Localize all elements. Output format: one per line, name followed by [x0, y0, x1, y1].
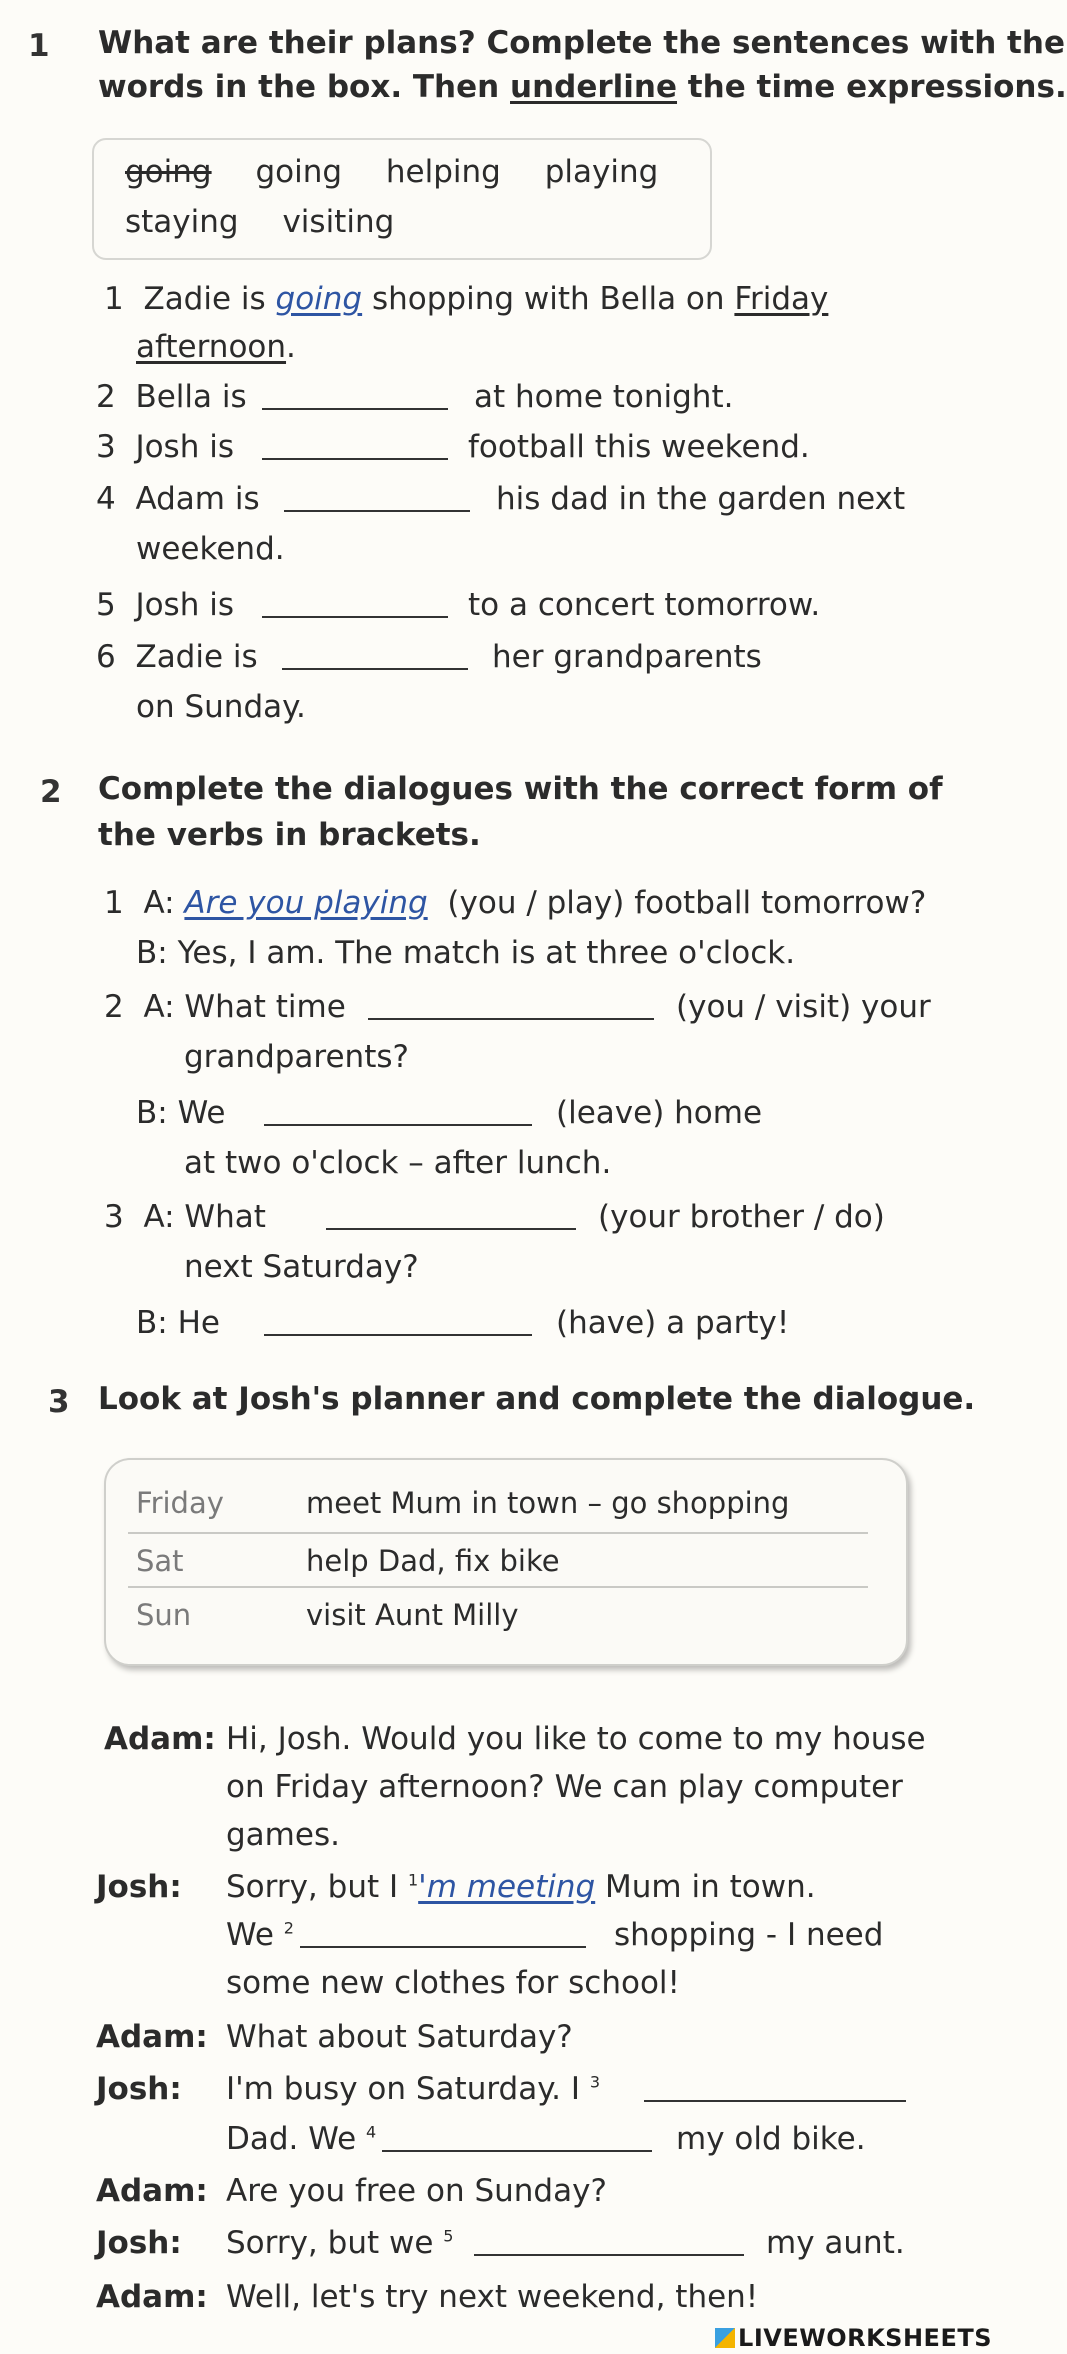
ex1-item-3	[96, 430, 234, 466]
item-number: 2	[104, 989, 124, 1025]
speaker-adam: Adam:	[104, 1721, 216, 1757]
exercise-3-number: 3	[48, 1384, 70, 1420]
item-text: Josh is	[135, 587, 234, 623]
ex1-item-4-cont: weekend.	[136, 531, 285, 567]
dialogue-text: He	[177, 1305, 220, 1341]
dialogue-line-rest: my aunt.	[766, 2225, 905, 2261]
instruction-underline-word: underline	[510, 69, 678, 105]
item-text: Josh is	[135, 429, 234, 465]
item-text: Bella is	[135, 379, 247, 415]
ex2-d1-a	[104, 886, 926, 922]
exercise-2-instruction-line2: the verbs in brackets.	[98, 817, 481, 853]
item-number: 3	[96, 429, 116, 465]
speaker-label: B:	[136, 1095, 168, 1131]
liveworksheets-logo	[715, 2324, 992, 2352]
exercise-3-instruction: Look at Josh's planner and complete the dialogue.	[98, 1381, 976, 1417]
dialogue-text: Yes, I am. The match is at three o'clock.	[177, 935, 796, 971]
dialogue-line: Well, let's try next weekend, then!	[226, 2279, 759, 2315]
planner-note: help Dad, fix bike	[306, 1544, 560, 1578]
speaker-josh: Josh:	[96, 1869, 182, 1905]
speaker-label: B:	[136, 1305, 168, 1341]
answer-blank[interactable]	[282, 640, 468, 670]
example-answer: 'm meeting	[418, 1869, 596, 1905]
ex2-d3-b	[136, 1306, 220, 1342]
gap-number: 5	[443, 2226, 454, 2246]
ex1-item-6-cont: on Sunday.	[136, 689, 306, 725]
item-number: 1	[104, 281, 124, 317]
speaker-label: A:	[143, 989, 175, 1025]
instruction-part: the time expressions.	[677, 69, 1067, 105]
speaker-adam: Adam:	[96, 2279, 208, 2315]
ex1-item-6-rest: her grandparents	[492, 639, 762, 675]
ex2-d2-b	[136, 1096, 226, 1132]
planner-day: Sun	[136, 1598, 192, 1632]
ex1-item-6	[96, 640, 258, 676]
time-expression: Friday	[734, 281, 829, 317]
answer-blank[interactable]	[382, 2122, 652, 2152]
word-box-item: going	[255, 154, 343, 190]
dialogue-line-rest: shopping - I need	[614, 1917, 884, 1953]
gap-number: 1	[407, 1870, 419, 1890]
ex1-item-4	[96, 482, 260, 518]
ex2-d1-b	[136, 936, 795, 972]
dialogue-line	[226, 1918, 294, 1954]
dialogue-line: on Friday afternoon? We can play computer	[226, 1769, 903, 1805]
dialogue-text: (you / play) football tomorrow?	[447, 885, 927, 921]
answer-blank[interactable]	[284, 482, 470, 512]
exercise-1-number: 1	[28, 28, 50, 64]
item-text: Adam is	[135, 481, 260, 517]
answer-blank[interactable]	[300, 1918, 586, 1948]
answer-blank[interactable]	[368, 990, 654, 1020]
word-box-item: helping	[385, 154, 501, 190]
item-text: shopping with Bella on	[362, 281, 735, 317]
planner-note: visit Aunt Milly	[306, 1598, 519, 1632]
dialogue-line: some new clothes for school!	[226, 1965, 680, 2001]
planner-divider	[128, 1532, 868, 1534]
answer-blank[interactable]	[262, 430, 448, 460]
dialogue-line-rest: my old bike.	[676, 2121, 866, 2157]
ex1-item-2-rest: at home tonight.	[474, 379, 734, 415]
ex1-item-1-cont	[136, 330, 296, 366]
speaker-label: A:	[143, 885, 175, 921]
dialogue-text: I'm busy on Saturday. I	[226, 2071, 590, 2107]
speaker-label: A:	[143, 1199, 175, 1235]
item-number: 2	[96, 379, 116, 415]
ex2-d3-a-cont: next Saturday?	[184, 1249, 419, 1285]
ex1-item-1	[104, 282, 828, 318]
ex1-item-4-rest: his dad in the garden next	[496, 481, 906, 517]
gap-number: 4	[366, 2122, 377, 2142]
planner-divider	[128, 1586, 868, 1588]
dialogue-line	[226, 2072, 600, 2108]
dialogue-text: We	[177, 1095, 226, 1131]
dialogue-line: What about Saturday?	[226, 2019, 573, 2055]
planner-note: meet Mum in town – go shopping	[306, 1486, 790, 1520]
exercise-1-instruction-line2	[98, 70, 1067, 106]
gap-number: 2	[283, 1918, 294, 1938]
ex1-item-5-rest: to a concert tomorrow.	[468, 587, 821, 623]
time-expression: afternoon	[136, 329, 287, 365]
example-answer: Are you playing	[184, 885, 428, 921]
word-box-row1	[125, 155, 658, 191]
word-box-item: going	[125, 154, 212, 190]
ex2-d2-b-rest: (leave) home	[556, 1095, 763, 1131]
exercise-2-number: 2	[40, 774, 62, 810]
speaker-adam: Adam:	[96, 2173, 208, 2209]
item-text: Zadie is	[143, 281, 276, 317]
answer-blank[interactable]	[262, 588, 448, 618]
word-box-row2	[125, 205, 394, 241]
answer-blank[interactable]	[326, 1200, 576, 1230]
ex2-d2-b-cont: at two o'clock – after lunch.	[184, 1145, 612, 1181]
answer-blank[interactable]	[262, 380, 448, 410]
dialogue-text: What time	[184, 989, 346, 1025]
item-text: .	[286, 329, 296, 365]
word-box-item: staying	[125, 204, 239, 240]
speaker-label: B:	[136, 935, 168, 971]
speaker-josh: Josh:	[96, 2225, 182, 2261]
dialogue-line	[226, 2226, 453, 2262]
answer-blank[interactable]	[474, 2226, 744, 2256]
example-answer: going	[275, 281, 363, 317]
watermark-text: LIVEWORKSHEETS	[738, 2324, 992, 2352]
gap-number: 3	[589, 2072, 601, 2092]
word-box-item: visiting	[282, 204, 395, 240]
item-text: Zadie is	[135, 639, 258, 675]
item-number: 5	[96, 587, 116, 623]
item-number: 1	[104, 885, 124, 921]
speaker-josh: Josh:	[96, 2071, 182, 2107]
ex1-item-3-rest: football this weekend.	[468, 429, 810, 465]
ex2-d3-a	[104, 1200, 266, 1236]
dialogue-line	[226, 2122, 376, 2158]
exercise-2-instruction-line1: Complete the dialogues with the correct form of	[98, 771, 943, 807]
dialogue-text: We	[226, 1917, 284, 1953]
dialogue-text: Sorry, but we	[226, 2225, 444, 2261]
ex2-d2-a	[104, 990, 346, 1026]
dialogue-line: games.	[226, 1817, 340, 1853]
ex2-d3-b-rest: (have) a party!	[556, 1305, 790, 1341]
answer-blank[interactable]	[264, 1306, 532, 1336]
exercise-1-instruction-line1: What are their plans? Complete the sentences with the	[98, 25, 1065, 61]
answer-blank[interactable]	[644, 2072, 906, 2102]
dialogue-text: Mum in town.	[595, 1869, 816, 1905]
dialogue-line: Hi, Josh. Would you like to come to my house	[226, 1721, 926, 1757]
dialogue-text: Sorry, but I	[226, 1869, 408, 1905]
speaker-adam: Adam:	[96, 2019, 208, 2055]
item-number: 6	[96, 639, 116, 675]
planner-day: Sat	[136, 1544, 184, 1578]
ex1-item-2	[96, 380, 247, 416]
ex2-d2-a-cont: grandparents?	[184, 1039, 409, 1075]
dialogue-text: What	[184, 1199, 266, 1235]
item-number: 3	[104, 1199, 124, 1235]
answer-blank[interactable]	[264, 1096, 532, 1126]
planner-day: Friday	[136, 1486, 224, 1520]
ex1-item-5	[96, 588, 234, 624]
dialogue-text: Dad. We	[226, 2121, 367, 2157]
word-box-item: playing	[544, 154, 659, 190]
item-number: 4	[96, 481, 116, 517]
liveworksheets-logo-icon	[715, 2328, 735, 2348]
dialogue-line	[226, 1870, 816, 1906]
instruction-part: words in the box. Then	[98, 69, 511, 105]
ex2-d3-a-rest: (your brother / do)	[598, 1199, 885, 1235]
dialogue-line: Are you free on Sunday?	[226, 2173, 607, 2209]
ex2-d2-a-rest: (you / visit) your	[676, 989, 931, 1025]
